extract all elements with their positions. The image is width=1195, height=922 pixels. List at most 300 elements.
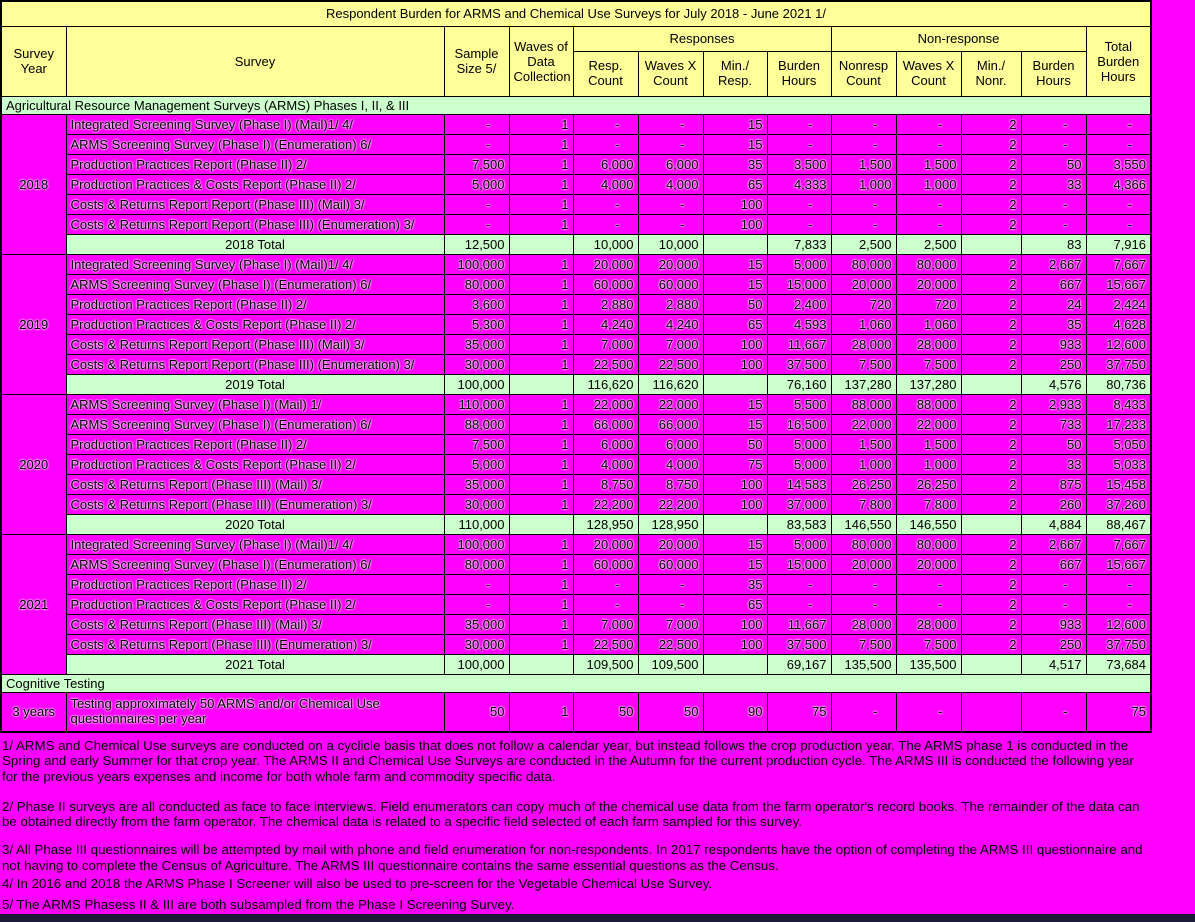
value-cell: 28,000 [896,614,961,634]
value-cell: 80,000 [831,534,896,554]
value-cell: 24 [1021,294,1086,314]
survey-name-cell: Production Practices Report (Phase II) 2/ [66,154,444,174]
survey-name-cell: Production Practices Report (Phase II) 2/ [66,434,444,454]
value-cell: 1 [509,254,573,274]
total-value-cell: 80,736 [1086,374,1151,394]
value-cell: 2 [961,154,1021,174]
value-cell: 2,880 [638,294,703,314]
value-cell: 20,000 [573,254,638,274]
value-cell: 28,000 [831,614,896,634]
value-cell: - [896,134,961,154]
value-cell: - [767,214,831,234]
value-cell: 1 [509,634,573,654]
footnotes-block [0,733,1152,913]
value-cell: 1 [509,692,573,732]
value-cell: 20,000 [896,274,961,294]
total-value-cell [703,234,767,254]
total-value-cell: 146,550 [831,514,896,534]
value-cell: 90 [703,692,767,732]
total-value-cell: 100,000 [444,654,509,674]
value-cell: 2 [961,254,1021,274]
footnote-1: 1/ ARMS and Chemical Use surveys are conducted on a cyclicle basis that does not follow a calendar year, but instead follows the crop production year. The ARMS phase 1 is conducted in the Spring and early Summer for that crop year. The ARMS II and Chemical Use Surveys are conducted in the Autumn for the current production cycle. The ARMS III is conducted the following year for the previous years expenses and income for both whole farm and commodity specific data. [2,738,1134,784]
value-cell: 5,000 [444,454,509,474]
total-value-cell: 83 [1021,234,1086,254]
value-cell: 7,500 [831,634,896,654]
value-cell: 15 [703,254,767,274]
value-cell: 65 [703,314,767,334]
survey-name-cell: Production Practices & Costs Report (Phase II) 2/ [66,594,444,614]
survey-data-row [1,294,1151,314]
total-value-cell: 76,160 [767,374,831,394]
value-cell: 2 [961,414,1021,434]
value-cell: 16,500 [767,414,831,434]
value-cell: 2,933 [1021,394,1086,414]
survey-name-cell: Integrated Screening Survey (Phase I) (Mail)1/ 4/ [66,114,444,134]
value-cell: 2 [961,314,1021,334]
table-title: Respondent Burden for ARMS and Chemical Use Surveys for July 2018 - June 2021 1/ [1,1,1151,26]
total-value-cell: 4,576 [1021,374,1086,394]
value-cell: 80,000 [444,274,509,294]
value-cell: 1,500 [896,154,961,174]
value-cell: 26,250 [896,474,961,494]
footnote-2: 2/ Phase II surveys are all conducted as face to face interviews. Field enumerators can copy much of the chemical use data from the farm operator's record books. The remainder of the data can be obtained directly from the farm operator. The chemical data is related to a specific field selected of each farm sampled for this survey. [2,798,1140,830]
value-cell: 30,000 [444,354,509,374]
value-cell: 100 [703,214,767,234]
total-value-cell [509,234,573,254]
value-cell: 2 [961,594,1021,614]
value-cell: - [444,574,509,594]
value-cell: 100 [703,354,767,374]
survey-name-cell: ARMS Screening Survey (Phase I) (Enumeration) 6/ [66,274,444,294]
value-cell: - [638,194,703,214]
year-cell: 2018 [1,114,66,254]
value-cell: 2 [961,354,1021,374]
year-total-label: 2019 Total [66,374,444,394]
title-row [1,1,1151,26]
value-cell: 7,500 [896,634,961,654]
value-cell: 250 [1021,634,1086,654]
survey-data-row [1,574,1151,594]
value-cell: - [638,594,703,614]
total-value-cell: 4,884 [1021,514,1086,534]
value-cell: 2 [961,534,1021,554]
value-cell: 5,500 [767,394,831,414]
total-value-cell: 137,280 [896,374,961,394]
total-value-cell: 109,500 [573,654,638,674]
value-cell: 1,000 [831,174,896,194]
value-cell: 66,000 [638,414,703,434]
value-cell: 4,333 [767,174,831,194]
survey-name-cell: Costs & Returns Report Report (Phase III) (Enumeration) 3/ [66,214,444,234]
value-cell: 50 [703,434,767,454]
col-header-survey: Survey [66,26,444,96]
value-cell: - [831,134,896,154]
value-cell: 22,000 [573,394,638,414]
value-cell: 20,000 [896,554,961,574]
value-cell: 1,060 [896,314,961,334]
year-total-row [1,654,1151,674]
value-cell: 6,000 [573,434,638,454]
value-cell: 8,433 [1086,394,1151,414]
value-cell: - [1086,114,1151,134]
value-cell: 2 [961,634,1021,654]
value-cell: 100 [703,614,767,634]
value-cell: 35 [703,154,767,174]
survey-name-cell: Production Practices & Costs Report (Phase II) 2/ [66,174,444,194]
header-group-row [1,26,1151,51]
value-cell: - [638,574,703,594]
value-cell: 65 [703,594,767,614]
total-value-cell: 83,583 [767,514,831,534]
value-cell: 50 [638,692,703,732]
value-cell: - [1021,194,1086,214]
value-cell: 75 [767,692,831,732]
value-cell: - [573,134,638,154]
value-cell: 1 [509,394,573,414]
survey-name-cell: Costs & Returns Report (Phase III) (Mail) 3/ [66,474,444,494]
year-total-label: 2020 Total [66,514,444,534]
value-cell: 4,366 [1086,174,1151,194]
survey-data-row [1,494,1151,514]
value-cell: 35 [703,574,767,594]
value-cell: 2 [961,274,1021,294]
survey-data-row [1,214,1151,234]
value-cell: 66,000 [573,414,638,434]
arms-section-row [1,96,1151,114]
value-cell: 12,600 [1086,334,1151,354]
value-cell: 8,750 [638,474,703,494]
survey-name-cell: Costs & Returns Report Report (Phase III) (Enumeration) 3/ [66,354,444,374]
year-cell: 2019 [1,254,66,394]
value-cell: 14,583 [767,474,831,494]
value-cell: 15 [703,414,767,434]
value-cell: 1,000 [831,454,896,474]
total-value-cell: 146,550 [896,514,961,534]
survey-name-cell: Production Practices & Costs Report (Phase II) 2/ [66,314,444,334]
survey-name-cell: ARMS Screening Survey (Phase I) (Enumeration) 6/ [66,554,444,574]
col-header-min-nonr: Min./ Nonr. [961,51,1021,96]
value-cell: 11,667 [767,614,831,634]
value-cell: 1 [509,434,573,454]
value-cell: 22,000 [638,394,703,414]
value-cell: - [444,594,509,614]
value-cell: 20,000 [638,534,703,554]
value-cell: 15,000 [767,274,831,294]
year-total-label: 2021 Total [66,654,444,674]
value-cell: 88,000 [831,394,896,414]
value-cell: 5,000 [767,534,831,554]
value-cell: 7,500 [896,354,961,374]
value-cell: 28,000 [896,334,961,354]
value-cell: - [444,194,509,214]
value-cell: 4,000 [638,454,703,474]
value-cell: 80,000 [831,254,896,274]
col-group-responses: Responses [573,26,831,51]
value-cell: 2 [961,214,1021,234]
value-cell: 1 [509,174,573,194]
value-cell: 1,500 [896,434,961,454]
total-value-cell: 137,280 [831,374,896,394]
total-value-cell: 2,500 [831,234,896,254]
col-header-survey-year: Survey Year [1,26,66,96]
value-cell: 50 [1021,154,1086,174]
value-cell: 2,667 [1021,254,1086,274]
value-cell: 4,240 [573,314,638,334]
value-cell: - [831,574,896,594]
value-cell: 7,000 [573,334,638,354]
value-cell: - [896,692,961,732]
value-cell: 60,000 [573,274,638,294]
value-cell: 4,593 [767,314,831,334]
value-cell: 50 [573,692,638,732]
col-header-sample-size: Sample Size 5/ [444,26,509,96]
footnote-3: 3/ All Phase III questionnaires will be attempted by mail with phone and field enumeration for non-respondents. In 2017 respondents have the option of completing the ARMS III questionnaire and not having to complete the Census of Agriculture. The ARMS III questionnaire contains the same essential questions as the Census. [2,842,1143,873]
value-cell: 4,000 [573,454,638,474]
value-cell: - [767,574,831,594]
value-cell: 110,000 [444,394,509,414]
value-cell: 7,667 [1086,254,1151,274]
value-cell: 22,200 [573,494,638,514]
survey-data-row [1,254,1151,274]
value-cell [961,692,1021,732]
value-cell: 33 [1021,174,1086,194]
value-cell: 15 [703,134,767,154]
survey-name-cell: ARMS Screening Survey (Phase I) (Mail) 1/ [66,394,444,414]
value-cell: 667 [1021,554,1086,574]
total-value-cell: 88,467 [1086,514,1151,534]
value-cell: 1,500 [831,434,896,454]
value-cell: 35,000 [444,614,509,634]
value-cell: 35,000 [444,474,509,494]
value-cell: 1 [509,494,573,514]
value-cell: - [638,134,703,154]
value-cell: 15,667 [1086,274,1151,294]
value-cell: - [444,134,509,154]
value-cell: 7,667 [1086,534,1151,554]
value-cell: 8,750 [573,474,638,494]
total-value-cell [703,374,767,394]
col-header-total-burden: Total Burden Hours [1086,26,1151,96]
value-cell: 100,000 [444,534,509,554]
value-cell: 3,500 [767,154,831,174]
value-cell: 1 [509,154,573,174]
value-cell: 1 [509,294,573,314]
value-cell: 667 [1021,274,1086,294]
value-cell: 100 [703,334,767,354]
bottom-bar [0,914,1195,922]
value-cell: 1 [509,314,573,334]
value-cell: 5,033 [1086,454,1151,474]
total-value-cell [961,654,1021,674]
value-cell: - [573,114,638,134]
value-cell: 6,000 [573,154,638,174]
value-cell: 2 [961,294,1021,314]
value-cell: - [638,114,703,134]
value-cell: 260 [1021,494,1086,514]
survey-data-row [1,414,1151,434]
value-cell: 7,000 [573,614,638,634]
survey-data-row [1,134,1151,154]
value-cell: - [444,114,509,134]
value-cell: 2 [961,454,1021,474]
survey-name-cell: Costs & Returns Report (Phase III) (Enumeration) 3/ [66,634,444,654]
value-cell: 4,000 [573,174,638,194]
year-total-row [1,514,1151,534]
value-cell: 1,000 [896,454,961,474]
total-value-cell [961,514,1021,534]
value-cell: - [1086,214,1151,234]
col-header-nonresp-count: Nonresp Count [831,51,896,96]
value-cell: 720 [896,294,961,314]
value-cell: 15 [703,554,767,574]
value-cell: 5,000 [767,254,831,274]
col-group-nonresponse: Non-response [831,26,1086,51]
survey-data-row [1,534,1151,554]
value-cell: 1,060 [831,314,896,334]
value-cell: 88,000 [896,394,961,414]
survey-name-cell: Integrated Screening Survey (Phase I) (Mail)1/ 4/ [66,534,444,554]
total-value-cell: 128,950 [573,514,638,534]
value-cell: 80,000 [896,254,961,274]
value-cell: 60,000 [638,554,703,574]
value-cell: 80,000 [896,534,961,554]
value-cell: 26,250 [831,474,896,494]
value-cell: 22,500 [573,634,638,654]
survey-data-row [1,454,1151,474]
value-cell: 1 [509,534,573,554]
value-cell: - [573,194,638,214]
value-cell: 37,750 [1086,634,1151,654]
value-cell: 15 [703,394,767,414]
value-cell: 15,667 [1086,554,1151,574]
survey-data-row [1,474,1151,494]
value-cell: 35,000 [444,334,509,354]
total-value-cell: 2,500 [896,234,961,254]
value-cell: 22,500 [573,354,638,374]
burden-table-body [1,1,1151,732]
total-value-cell: 109,500 [638,654,703,674]
value-cell: 15 [703,114,767,134]
year-cell: 2021 [1,534,66,674]
total-value-cell: 73,684 [1086,654,1151,674]
value-cell: 2 [961,574,1021,594]
value-cell: - [573,214,638,234]
total-value-cell [509,514,573,534]
value-cell: 60,000 [638,274,703,294]
value-cell: 1 [509,474,573,494]
value-cell: 5,300 [444,314,509,334]
total-value-cell: 12,500 [444,234,509,254]
value-cell: 15 [703,274,767,294]
total-value-cell: 135,500 [896,654,961,674]
total-value-cell: 10,000 [573,234,638,254]
value-cell: 7,000 [638,614,703,634]
value-cell: 733 [1021,414,1086,434]
value-cell: 37,000 [767,494,831,514]
value-cell: 2 [961,134,1021,154]
value-cell: 100 [703,634,767,654]
value-cell: 7,500 [444,434,509,454]
total-value-cell [961,234,1021,254]
value-cell: 1 [509,214,573,234]
value-cell: 22,000 [896,414,961,434]
value-cell: 2 [961,614,1021,634]
value-cell: 5,050 [1086,434,1151,454]
value-cell: 17,233 [1086,414,1151,434]
value-cell: 6,000 [638,434,703,454]
value-cell: - [767,134,831,154]
value-cell: 100 [703,494,767,514]
value-cell: 22,000 [831,414,896,434]
value-cell: 22,200 [638,494,703,514]
value-cell: - [573,594,638,614]
value-cell: 22,500 [638,354,703,374]
value-cell: 933 [1021,334,1086,354]
value-cell: - [896,574,961,594]
value-cell: 6,000 [638,154,703,174]
value-cell: 2,880 [573,294,638,314]
value-cell: 75 [703,454,767,474]
value-cell: - [638,214,703,234]
value-cell: 2 [961,114,1021,134]
survey-name-cell: ARMS Screening Survey (Phase I) (Enumeration) 6/ [66,134,444,154]
cognitive-section-row [1,674,1151,692]
value-cell: 1 [509,354,573,374]
value-cell: 88,000 [444,414,509,434]
value-cell: - [444,214,509,234]
survey-data-row [1,274,1151,294]
value-cell: 4,628 [1086,314,1151,334]
value-cell: - [1021,692,1086,732]
year-total-row [1,374,1151,394]
survey-data-row [1,594,1151,614]
value-cell: 100,000 [444,254,509,274]
value-cell: 2,400 [767,294,831,314]
value-cell: 2,667 [1021,534,1086,554]
value-cell: 15,000 [767,554,831,574]
value-cell: 5,000 [444,174,509,194]
value-cell: 37,500 [767,634,831,654]
value-cell: 65 [703,174,767,194]
value-cell: 7,000 [638,334,703,354]
survey-name-cell: Costs & Returns Report Report (Phase III) (Mail) 3/ [66,334,444,354]
value-cell: - [1086,134,1151,154]
value-cell: 2 [961,394,1021,414]
value-cell: 2 [961,474,1021,494]
value-cell: 2 [961,174,1021,194]
survey-data-row [1,634,1151,654]
value-cell: 28,000 [831,334,896,354]
value-cell: - [831,214,896,234]
value-cell: - [1021,574,1086,594]
value-cell: 1,500 [831,154,896,174]
survey-data-row [1,334,1151,354]
total-value-cell [509,654,573,674]
value-cell: 1 [509,334,573,354]
total-value-cell: 116,620 [638,374,703,394]
value-cell: 4,000 [638,174,703,194]
survey-name-cell: Costs & Returns Report Report (Phase III) (Mail) 3/ [66,194,444,214]
survey-data-row [1,194,1151,214]
year-cell: 2020 [1,394,66,534]
value-cell: 2 [961,554,1021,574]
col-header-waves: Waves of Data Collection [509,26,573,96]
survey-name-cell: Integrated Screening Survey (Phase I) (Mail)1/ 4/ [66,254,444,274]
value-cell: 37,260 [1086,494,1151,514]
value-cell: 20,000 [638,254,703,274]
survey-name-cell: Production Practices Report (Phase II) 2/ [66,574,444,594]
col-header-nonresp-waves-x-count: Waves X Count [896,51,961,96]
